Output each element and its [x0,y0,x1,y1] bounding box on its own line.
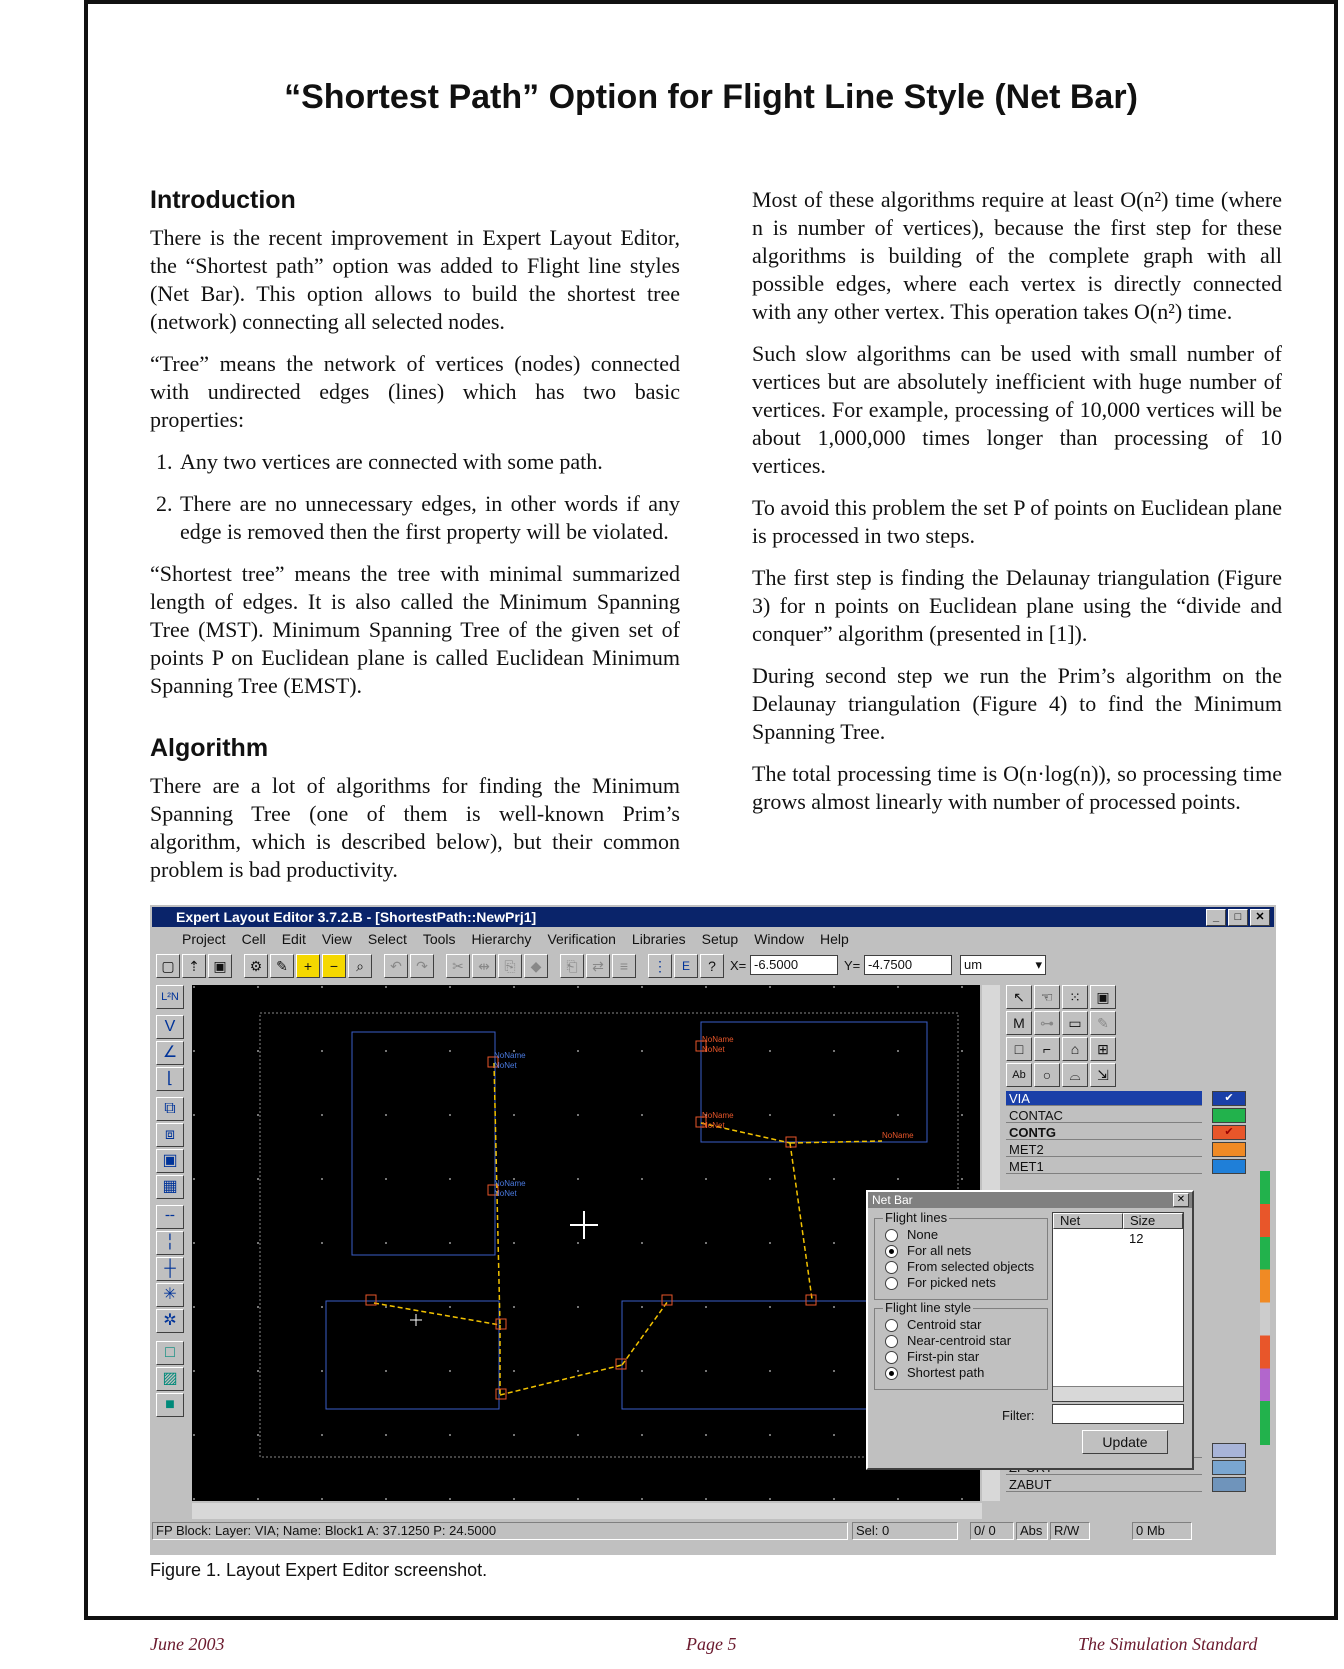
mirror-icon[interactable]: ⇹ [472,954,496,978]
intro-paragraph-1: There is the recent improvement in Expert Layout Editor, the “Shortest path” option was added to Flight line styles (Net Bar). This option allows to build the shortest tree (network) connecting all selected nodes. [150,225,680,334]
new-file-icon[interactable]: ▢ [156,954,180,978]
status-count: 0/ 0 [970,1522,1014,1540]
right-paragraph-3: To avoid this problem the set P of points on Euclidean plane is processed in two steps. [752,495,1282,548]
status-bar [152,1521,1274,1541]
stack-icon[interactable]: ⧉ [156,1097,184,1121]
x-coordinate-field[interactable]: -6.5000 [750,955,838,975]
pointer-icon[interactable]: ↖ [1006,985,1032,1009]
layer-swatch[interactable] [1212,1460,1246,1475]
angle-icon[interactable]: ∠ [156,1041,184,1065]
y-coordinate-field[interactable]: -4.7500 [864,955,952,975]
layer-swatch[interactable] [1212,1108,1246,1123]
path-icon[interactable]: ⌐ [1034,1037,1060,1061]
toolbar [152,951,1274,981]
menu-window[interactable]: Window [754,931,805,947]
paint-icon[interactable]: ◆ [524,954,548,978]
x-label: X= [730,958,747,973]
radio-for-picked-nets[interactable]: For picked nets [885,1275,996,1291]
frame-icon[interactable]: ▦ [156,1175,184,1199]
net-bar-title [868,1192,1192,1208]
l2n-icon[interactable]: L²N [156,985,184,1009]
paste-icon[interactable]: ⎗ [560,954,584,978]
footer-publication: The Simulation Standard [1078,1634,1258,1654]
menu-project[interactable]: Project [182,931,226,947]
flip-icon[interactable]: ⇄ [586,954,610,978]
text-icon[interactable]: Ab [1006,1063,1032,1087]
shape-icon[interactable]: ⌓ [1062,1063,1088,1087]
select-area-icon[interactable]: ⁙ [1062,985,1088,1009]
menu-edit[interactable]: Edit [281,931,306,947]
editor-screenshot [150,905,1276,1555]
radio-near-centroid-star[interactable]: Near-centroid star [885,1333,1011,1349]
left-toolbox [152,985,188,1495]
hline-icon[interactable]: ╌ [156,1205,184,1229]
layout-canvas[interactable] [192,985,980,1501]
status-info: FP Block: Layer: VIA; Name: Block1 A: 37.1250 P: 24.5000 [152,1522,848,1540]
align-icon[interactable]: ≡ [612,954,636,978]
right-paragraph-5: During second step we run the Prim’s algorithm on the Delaunay triangulation (Figure 4) to find the Minimum Spanning Tree. [752,663,1282,744]
menu-tools[interactable]: Tools [422,931,456,947]
canvas-label: NoName [494,1051,526,1060]
rect-icon[interactable]: □ [1006,1037,1032,1061]
box-icon[interactable]: ▣ [1090,985,1116,1009]
canvas-label: NoName [702,1111,734,1120]
footer-page: Page 5 [686,1634,737,1654]
canvas-label: NoName [882,1131,914,1140]
layer-met1[interactable]: MET1 [1006,1159,1202,1174]
layer-swatch[interactable] [1212,1477,1246,1492]
layer-swatch[interactable]: ✔ [1212,1091,1246,1106]
net-bar-title-text: Net Bar [872,1193,913,1207]
link-icon[interactable]: ⊶ [1034,1011,1060,1035]
menu-libraries[interactable]: Libraries [631,931,686,947]
close-icon[interactable]: ✕ [1250,909,1270,926]
open-icon[interactable]: ⇡ [182,954,206,978]
square-icon[interactable]: □ [156,1341,184,1365]
menu-setup[interactable]: Setup [701,931,739,947]
maximize-icon[interactable]: □ [1228,909,1248,926]
pencil-icon[interactable]: ✎ [270,954,294,978]
menu-help[interactable]: Help [820,931,849,947]
edit-icon[interactable]: ✎ [1090,1011,1116,1035]
right-paragraph-6: The total processing time is O(n·log(n)), so processing time grows almost linearly with number of processed points. [752,761,1282,814]
save-icon[interactable]: ▣ [208,954,232,978]
help-icon[interactable]: ? [700,954,724,978]
menu-select[interactable]: Select [367,931,407,947]
intro-paragraph-3: “Shortest tree” means the tree with minimal summarized length of edges. It is also called the Minimum Spanning Tree (MST). Minimum Spanning Tree of the given set of points P on Euclidean plane is called Euclidean Minimum Spanning Tree (EMST). [150,561,680,698]
radio-from-selected[interactable]: From selected objects [885,1259,1034,1275]
canvas-label: NoNet [494,1061,517,1070]
redo-icon[interactable]: ↷ [410,954,434,978]
minimize-icon[interactable]: _ [1206,909,1226,926]
canvas-label: NoNet [702,1121,725,1130]
filter-label: Filter: [1002,1408,1035,1423]
left-column [150,186,680,898]
status-abs: Abs [1016,1522,1048,1540]
corner-icon[interactable]: ⌊ [156,1067,184,1091]
radio-centroid-star[interactable]: Centroid star [885,1317,981,1333]
list-item: 1. Any two vertices are connected with some path. [178,448,680,476]
algorithm-paragraph: There are a lot of algorithms for finding the Minimum Spanning Tree (one of them is well-known Prim’s algorithm, which is described below), but their common problem is bad productivity. [150,773,680,882]
layer-contg[interactable]: CONTG [1006,1125,1202,1140]
star-icon[interactable]: ✲ [156,1309,184,1333]
copy-icon[interactable]: ⎘ [498,954,522,978]
unit-select[interactable] [960,955,1046,975]
m-icon[interactable]: M [1006,1011,1032,1035]
hand-icon[interactable]: ☜ [1034,985,1060,1009]
library-icon[interactable]: ⚙ [244,954,268,978]
figure-caption: Figure 1. Layout Expert Editor screenshot. [150,1560,488,1580]
window-titlebar [152,907,1274,927]
right-column [752,186,1282,830]
filter-input[interactable] [1052,1404,1184,1424]
algorithm-heading: Algorithm [150,734,269,762]
window-icon[interactable]: ▭ [1062,1011,1088,1035]
net-list[interactable] [1052,1212,1184,1402]
status-memory: 0 Mb [1132,1522,1192,1540]
layer-swatch[interactable]: ✔ [1212,1125,1246,1140]
radio-shortest-path[interactable]: Shortest path [885,1365,984,1381]
vline-icon[interactable]: ╎ [156,1231,184,1255]
asterisk-icon[interactable]: ✳ [156,1283,184,1307]
fill-icon[interactable]: ■ [156,1393,184,1417]
radio-none[interactable]: None [885,1227,938,1243]
zoom-in-icon[interactable]: + [296,954,320,978]
unit-value: um [964,957,983,972]
layer-via[interactable]: VIA [1006,1091,1202,1106]
radio-for-all-nets[interactable]: For all nets [885,1243,971,1259]
grid-icon[interactable]: ⋮ [648,954,672,978]
hatch-icon[interactable]: ▨ [156,1367,184,1391]
list-item: 2. There are no unnecessary edges, in other words if any edge is removed then the first property will be violated. [178,490,680,546]
close-icon[interactable]: ✕ [1173,1193,1189,1207]
canvas-label: NoNet [494,1189,517,1198]
menu-verification[interactable]: Verification [547,931,616,947]
canvas-label: NoNet [702,1045,725,1054]
update-button[interactable]: Update [1082,1430,1168,1454]
flight-style-label: Flight line style [885,1300,971,1315]
page-title: “Shortest Path” Option for Flight Line Style (Net Bar) [284,78,1138,116]
cut-icon[interactable]: ✂ [446,954,470,978]
hierarchy-icon[interactable]: ⊞ [1090,1037,1116,1061]
layers-icon[interactable]: ⧈ [156,1123,184,1147]
layer-swatch-column [1260,1171,1270,1445]
layer-contac[interactable]: CONTAC [1006,1108,1202,1123]
zoom-window-icon[interactable]: ⌕ [348,954,372,978]
y-label: Y= [844,958,861,973]
list-scrollbar[interactable] [1053,1386,1183,1401]
circle-icon[interactable]: ○ [1034,1063,1060,1087]
layer-swatch[interactable] [1212,1443,1246,1458]
intro-paragraph-2: “Tree” means the network of vertices (nodes) connected with undirected edges (lines) which has two basic properties: [150,351,680,432]
layer-met2[interactable]: MET2 [1006,1142,1202,1157]
flight-lines-group [874,1210,1048,1300]
cross-icon[interactable]: ┼ [156,1257,184,1281]
layer-zabut[interactable]: ZABUT [1006,1477,1202,1492]
undo-icon[interactable]: ↶ [384,954,408,978]
v-icon[interactable]: V [156,1015,184,1039]
menu-cell[interactable]: Cell [241,931,266,947]
net-bar-dialog [866,1190,1194,1470]
column-net[interactable]: Net [1053,1213,1123,1229]
window-title: Expert Layout Editor 3.7.2.B - [ShortestPath::NewPrj1] [176,909,537,925]
eip-icon[interactable]: E [674,954,698,978]
intro-heading: Introduction [150,186,296,214]
menu-view[interactable]: View [321,931,352,947]
layer-swatch[interactable] [1212,1159,1246,1174]
menu-hierarchy[interactable]: Hierarchy [471,931,532,947]
chevron-down-icon: ▾ [1035,957,1042,972]
right-paragraph-4: The first step is finding the Delaunay triangulation (Figure 3) for n points on Euclidean plane using the “divide and conquer” algorithm (presented in [1]). [752,565,1282,646]
flight-style-group [874,1300,1048,1390]
right-paragraph-2: Such slow algorithms can be used with small number of vertices but are absolutely inefficient with huge number of vertices. For example, processing of 10,000 vertices will be about 1,000,000 times longer than processing of 10 vertices. [752,341,1282,478]
layout-drawing [192,985,980,1501]
zoom-out-icon[interactable]: − [322,954,346,978]
flight-lines-label: Flight lines [885,1210,948,1225]
status-rw: R/W [1050,1522,1090,1540]
column-size[interactable]: Size [1123,1213,1183,1229]
cursor-box-icon[interactable]: ⇲ [1090,1063,1116,1087]
layer-swatch[interactable] [1212,1142,1246,1157]
status-selection: Sel: 0 [852,1522,958,1540]
menu-bar [152,929,1274,949]
right-paragraph-1: Most of these algorithms require at least O(n²) time (where n is number of vertices), because the first step for these algorithms is building of the complete graph with all possible edges, where each vertex is directly connected with any other vertex. This operation takes O(n²) time. [752,187,1282,324]
footer-date: June 2003 [150,1634,225,1654]
properties-list [150,448,680,546]
radio-first-pin-star[interactable]: First-pin star [885,1349,979,1365]
polygon-icon[interactable]: ⌂ [1062,1037,1088,1061]
size-value: 12 [1129,1231,1144,1246]
canvas-label: NoName [494,1179,526,1188]
horizontal-scrollbar[interactable] [192,1503,982,1519]
canvas-label: NoName [702,1035,734,1044]
block-icon[interactable]: ▣ [156,1149,184,1173]
